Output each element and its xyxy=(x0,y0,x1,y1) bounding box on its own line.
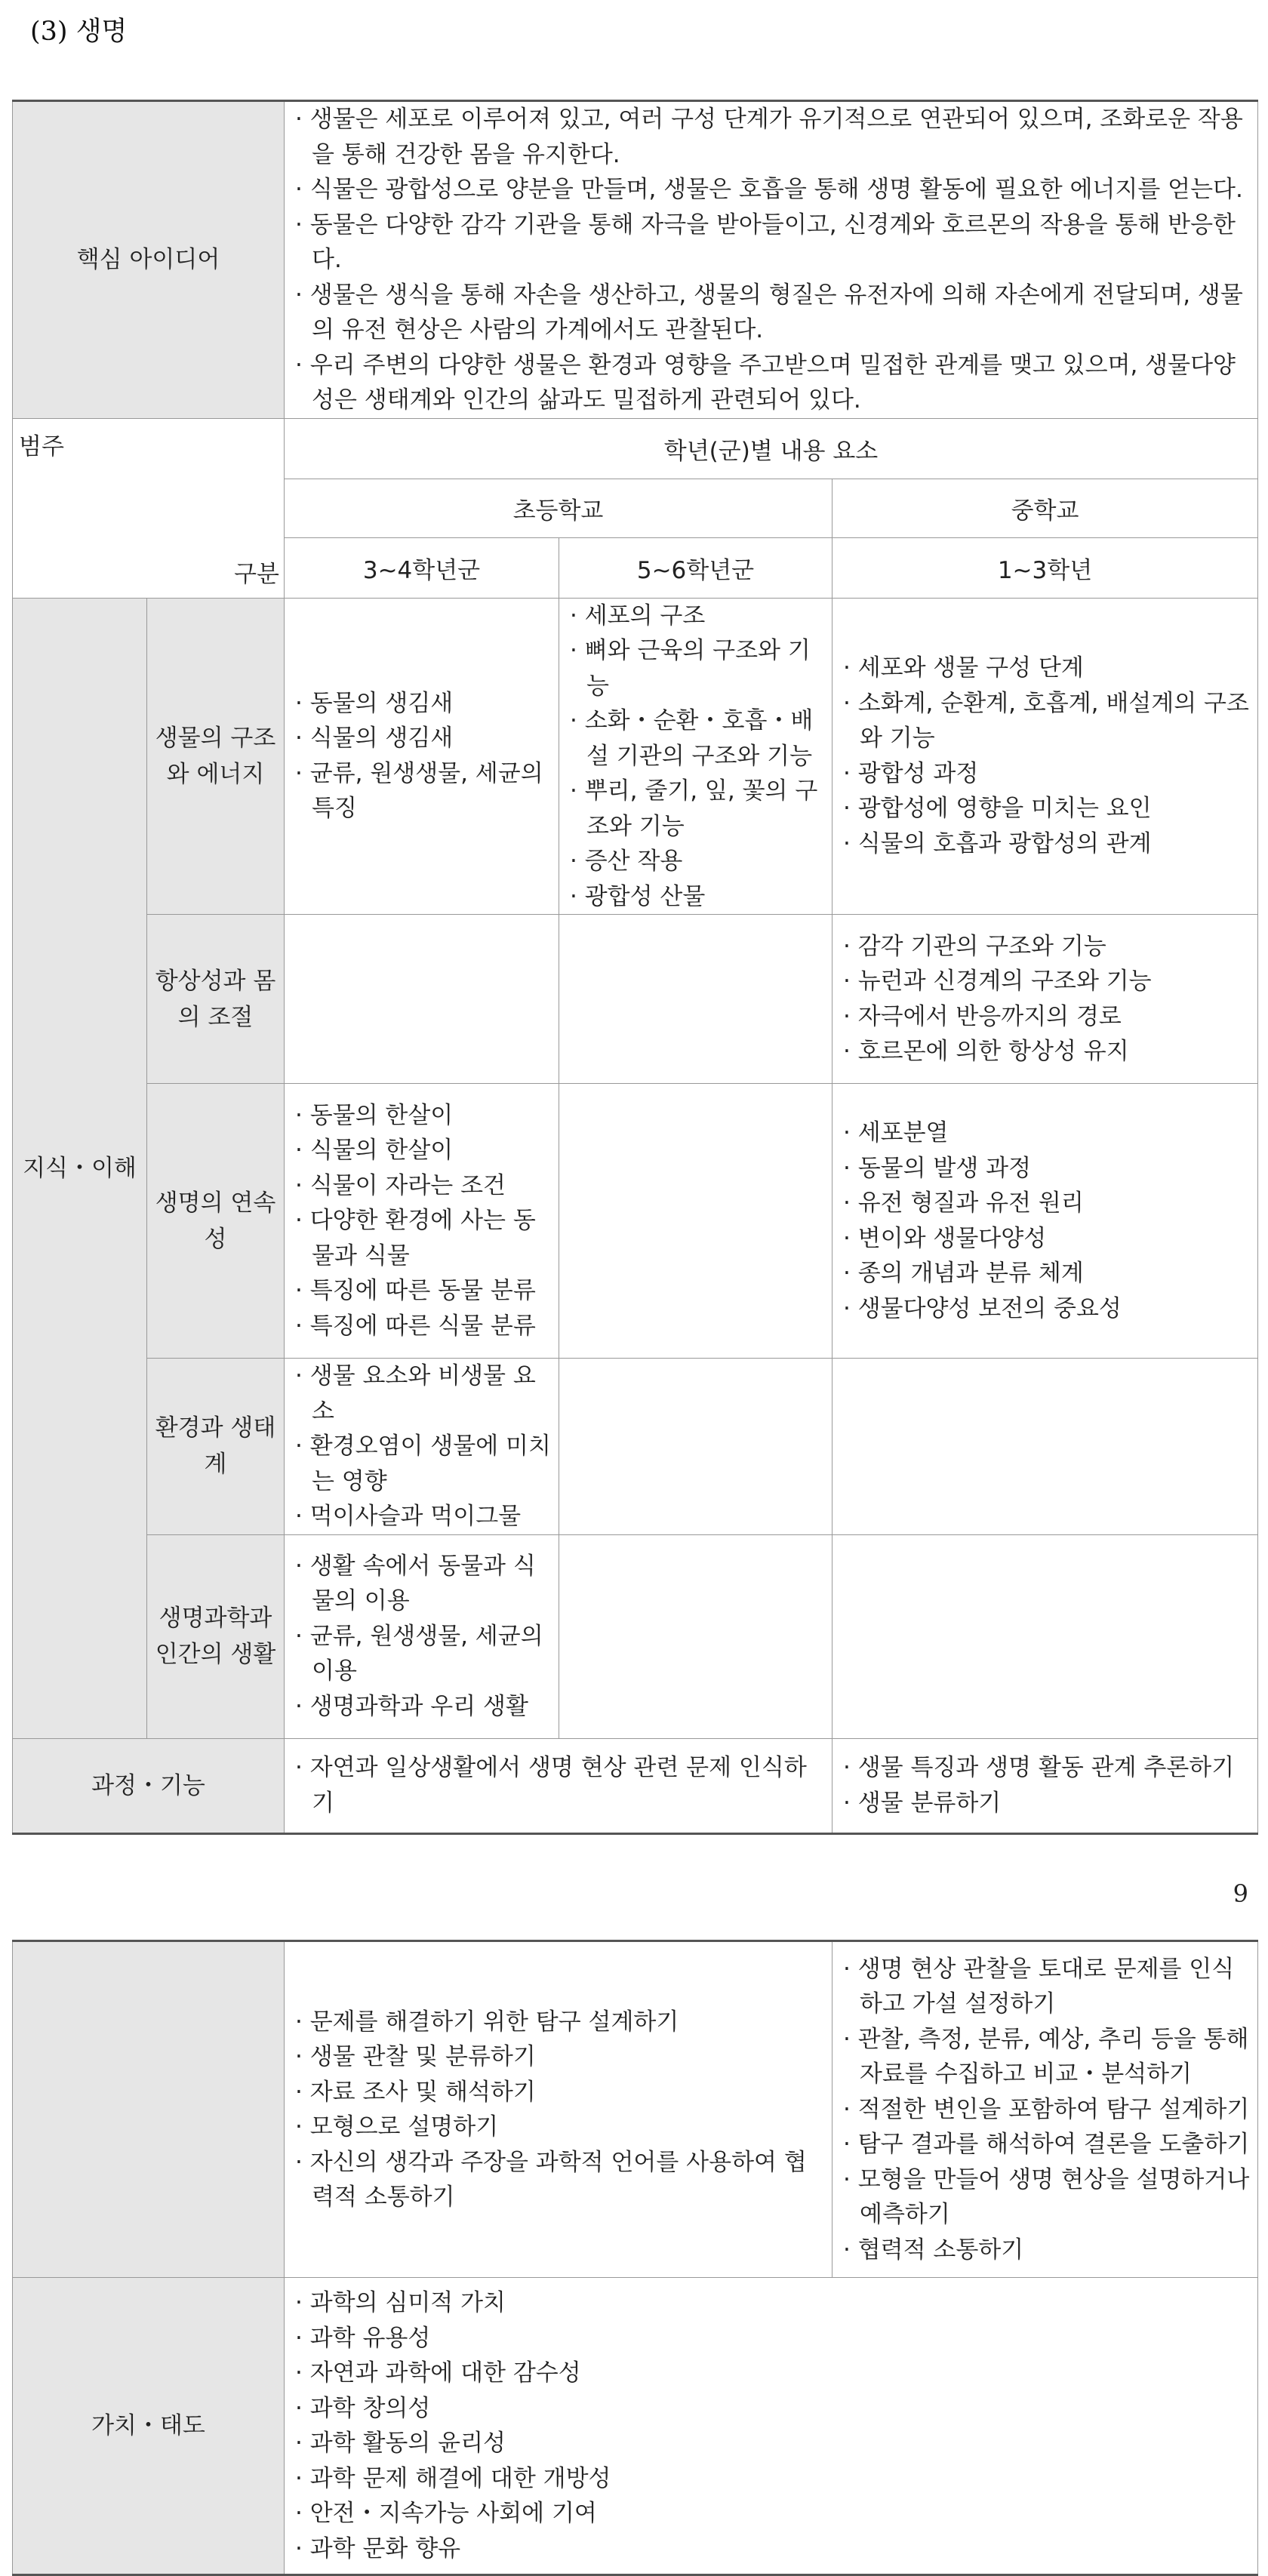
list-item: · 과학 문제 해결에 대한 개방성 xyxy=(295,2461,1253,2497)
curriculum-table xyxy=(12,100,1258,1835)
row-label-structure: 생물의 구조와 에너지 xyxy=(147,598,285,915)
curriculum-table-continued xyxy=(12,1940,1258,2576)
list-item: · 식물이 자라는 조건 xyxy=(295,1168,554,1204)
values-row xyxy=(13,2278,1258,2575)
list-item: · 생물은 생식을 통해 자손을 생산하고, 생물의 형질은 유전자에 의해 자손에게 전달되며, 생물의 유전 현상은 사람의 가계에서도 관찰된다. xyxy=(295,278,1253,348)
list-item: · 생물 특징과 생명 활동 관계 추론하기 xyxy=(843,1750,1253,1786)
list-item: · 과학 창의성 xyxy=(295,2391,1253,2427)
header-row-1 xyxy=(13,418,1258,479)
list-item: · 식물의 호흡과 광합성의 관계 xyxy=(843,826,1253,862)
list-item: · 식물의 한살이 xyxy=(295,1133,554,1168)
structure-g56-list xyxy=(559,599,832,915)
list-item: · 다양한 환경에 사는 동물과 식물 xyxy=(295,1203,554,1273)
list-item: · 식물의 생김새 xyxy=(295,721,554,756)
values-list xyxy=(285,2285,1257,2566)
process-elem-list-2 xyxy=(285,2005,832,2215)
list-item: · 증산 작용 xyxy=(570,844,827,879)
section-title: (3) 생명 xyxy=(30,17,128,47)
row-label-homeostasis: 항상성과 몸의 조절 xyxy=(147,915,285,1084)
process-elem-list-1 xyxy=(285,1750,832,1820)
list-item: · 식물은 광합성으로 양분을 만들며, 생물은 호흡을 통해 생명 활동에 필요한 에너지를 얻는다. xyxy=(295,172,1253,208)
list-item: · 균류, 원생생물, 세균의 이용 xyxy=(295,1619,554,1689)
list-item: · 세포의 구조 xyxy=(570,599,827,634)
list-item: · 생활 속에서 동물과 식물의 이용 xyxy=(295,1549,554,1619)
knowledge-label: 지식・이해 xyxy=(13,598,147,1738)
list-item: · 자연과 일상생활에서 생명 현상 관련 문제 인식하기 xyxy=(295,1750,827,1820)
list-item: · 균류, 원생생물, 세균의 특징 xyxy=(295,756,554,826)
list-item: · 광합성 과정 xyxy=(843,756,1253,792)
header-beomju: 범주 xyxy=(19,433,64,460)
header-g56: 5~6학년군 xyxy=(559,537,833,598)
process-label: 과정・기능 xyxy=(13,1738,285,1833)
list-item: · 먹이사슬과 먹이그물 xyxy=(295,1499,554,1534)
core-idea-list xyxy=(285,102,1257,418)
list-item: · 동물의 발생 과정 xyxy=(843,1151,1253,1186)
list-item: · 소화・순환・호흡・배설 기관의 구조와 기능 xyxy=(570,703,827,774)
knowledge-row-structure xyxy=(13,598,1258,915)
process-mid-list-2 xyxy=(833,1952,1257,2268)
list-item: · 문제를 해결하기 위한 탐구 설계하기 xyxy=(295,2005,827,2040)
row-label-human-life: 생명과학과 인간의 생활 xyxy=(147,1534,285,1738)
structure-g13-list xyxy=(833,651,1257,861)
list-item: · 자극에서 반응까지의 경로 xyxy=(843,999,1253,1035)
list-item: · 관찰, 측정, 분류, 예상, 추리 등을 통해 자료를 수집하고 비교・분석하기 xyxy=(843,2022,1253,2092)
list-item: · 특징에 따른 식물 분류 xyxy=(295,1309,554,1344)
structure-g34-list xyxy=(285,686,559,826)
page-number: 9 xyxy=(1233,1879,1248,1908)
list-item: · 소화계, 순환계, 호흡계, 배설계의 구조와 기능 xyxy=(843,686,1253,756)
list-item: · 과학 유용성 xyxy=(295,2321,1253,2356)
list-item: · 모형을 만들어 생명 현상을 설명하거나 예측하기 xyxy=(843,2162,1253,2233)
list-item: · 뼈와 근육의 구조와 기능 xyxy=(570,633,827,703)
list-item: · 감각 기관의 구조와 기능 xyxy=(843,929,1253,965)
list-item: · 생물다양성 보전의 중요성 xyxy=(843,1291,1253,1327)
list-item: · 동물의 생김새 xyxy=(295,686,554,722)
continuity-g13-list xyxy=(833,1116,1257,1326)
process-mid-list-1 xyxy=(833,1750,1257,1820)
list-item: · 호르몬에 의한 항상성 유지 xyxy=(843,1034,1253,1069)
process-label-continued xyxy=(13,1941,285,2278)
list-item: · 모형으로 설명하기 xyxy=(295,2110,827,2145)
list-item: · 자신의 생각과 주장을 과학적 언어를 사용하여 협력적 소통하기 xyxy=(295,2145,827,2215)
knowledge-row-human-life xyxy=(13,1534,1258,1738)
list-item: · 생물 분류하기 xyxy=(843,1786,1253,1821)
list-item: · 탐구 결과를 해석하여 결론을 도출하기 xyxy=(843,2127,1253,2162)
list-item: · 뿌리, 줄기, 잎, 꽃의 구조와 기능 xyxy=(570,774,827,844)
list-item: · 과학 활동의 윤리성 xyxy=(295,2426,1253,2461)
list-item: · 우리 주변의 다양한 생물은 환경과 영향을 주고받으며 밀접한 관계를 맺고 있으며, 생물다양성은 생태계와 인간의 삶과도 밀접하게 관련되어 있다. xyxy=(295,348,1253,418)
header-diagonal-cell xyxy=(13,418,285,598)
list-item: · 생물은 세포로 이루어져 있고, 여러 구성 단계가 유기적으로 연관되어 있으며, 조화로운 작용을 통해 건강한 몸을 유지한다. xyxy=(295,102,1253,172)
list-item: · 뉴런과 신경계의 구조와 기능 xyxy=(843,964,1253,999)
knowledge-row-continuity xyxy=(13,1084,1258,1359)
list-item: · 환경오염이 생물에 미치는 영향 xyxy=(295,1429,554,1499)
list-item: · 안전・지속가능 사회에 기여 xyxy=(295,2496,1253,2531)
list-item: · 특징에 따른 동물 분류 xyxy=(295,1273,554,1309)
knowledge-row-homeostasis xyxy=(13,915,1258,1084)
list-item: · 협력적 소통하기 xyxy=(843,2233,1253,2268)
list-item: · 적절한 변인을 포함하여 탐구 설계하기 xyxy=(843,2092,1253,2128)
list-item: · 생명과학과 우리 생활 xyxy=(295,1689,554,1725)
header-gubun: 구분 xyxy=(234,561,279,588)
list-item: · 생물 관찰 및 분류하기 xyxy=(295,2039,827,2075)
header-g13: 1~3학년 xyxy=(833,537,1258,598)
row-label-continuity: 생명의 연속성 xyxy=(147,1084,285,1359)
list-item: · 과학의 심미적 가치 xyxy=(295,2285,1253,2321)
list-item: · 종의 개념과 분류 체계 xyxy=(843,1256,1253,1291)
ecosystem-g34-list xyxy=(285,1359,559,1534)
list-item: · 동물의 한살이 xyxy=(295,1098,554,1134)
list-item: · 광합성 산물 xyxy=(570,879,827,915)
header-g34: 3~4학년군 xyxy=(285,537,559,598)
list-item: · 광합성에 영향을 미치는 요인 xyxy=(843,791,1253,826)
list-item: · 동물은 다양한 감각 기관을 통해 자극을 받아들이고, 신경계와 호르몬의 작용을 통해 반응한다. xyxy=(295,208,1253,278)
core-idea-cell xyxy=(285,101,1258,419)
process-row-part2 xyxy=(13,1941,1258,2278)
values-label: 가치・태도 xyxy=(13,2278,285,2575)
core-idea-label: 핵심 아이디어 xyxy=(13,101,285,419)
row-label-ecosystem: 환경과 생태계 xyxy=(147,1359,285,1535)
header-middle: 중학교 xyxy=(833,479,1258,537)
knowledge-row-ecosystem xyxy=(13,1359,1258,1535)
list-item: · 세포분열 xyxy=(843,1116,1253,1151)
list-item: · 생명 현상 관찰을 토대로 문제를 인식하고 가설 설정하기 xyxy=(843,1952,1253,2022)
homeostasis-g13-list xyxy=(833,929,1257,1069)
list-item: · 세포와 생물 구성 단계 xyxy=(843,651,1253,686)
list-item: · 자연과 과학에 대한 감수성 xyxy=(295,2356,1253,2391)
core-idea-row xyxy=(13,101,1258,419)
list-item: · 생물 요소와 비생물 요소 xyxy=(295,1359,554,1429)
process-row-part1 xyxy=(13,1738,1258,1833)
header-elementary: 초등학교 xyxy=(285,479,833,537)
list-item: · 변이와 생물다양성 xyxy=(843,1221,1253,1257)
list-item: · 유전 형질과 유전 원리 xyxy=(843,1186,1253,1221)
list-item: · 자료 조사 및 해석하기 xyxy=(295,2075,827,2110)
list-item: · 과학 문화 향유 xyxy=(295,2531,1253,2567)
header-grade-content: 학년(군)별 내용 요소 xyxy=(285,418,1258,479)
human-life-g34-list xyxy=(285,1549,559,1725)
continuity-g34-list xyxy=(285,1098,559,1344)
